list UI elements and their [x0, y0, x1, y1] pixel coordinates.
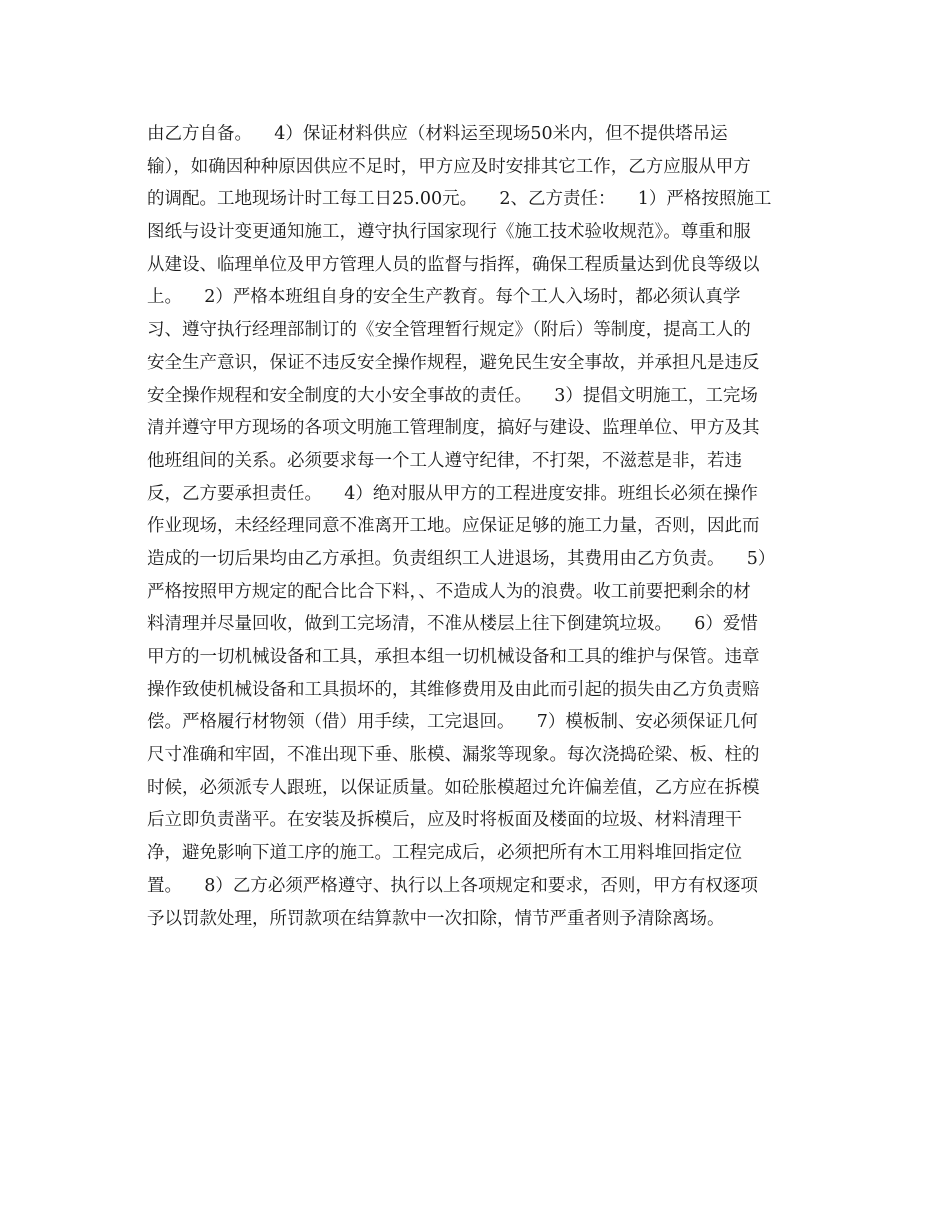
contract-body-text: [147, 118, 817, 935]
text-line: 严格按照甲方规定的配合比合下料，、不造成人为的浪费。收工前要把剩余的材: [147, 581, 751, 602]
text-line: 净，避免影响下道工序的施工。工程完成后，必须把所有木工用料堆回指定位: [147, 843, 742, 864]
text-line: 置。 8）乙方必须严格遵守、执行以上各项规定和要求，否则，甲方有权逐项: [147, 875, 758, 896]
text-line: 后立即负责凿平。在安装及拆模后，应及时将板面及楼面的垃圾、材料清理干: [147, 810, 742, 831]
text-line: 输），如确因种种原因供应不足时，甲方应及时安排其它工作，乙方应服从甲方: [147, 156, 751, 177]
text-line: 作业现场，未经经理同意不准离开工地。应保证足够的施工力量，否则，因此而: [147, 516, 760, 537]
text-line: 安全操作规程和安全制度的大小安全事故的责任。 3）提倡文明施工，工完场: [147, 385, 758, 406]
text-line: 料清理并尽量回收，做到工完场清，不准从楼层上往下倒建筑垃圾。 6）爱惜: [147, 614, 758, 635]
text-line: 由乙方自备。 4）保证材料供应（材料运至现场50米内，但不提供塔吊运: [147, 124, 728, 144]
text-line: 尺寸准确和牢固，不准出现下垂、胀模、漏浆等现象。每次浇捣砼梁、板、柱的: [147, 745, 760, 766]
text-line: 安全生产意识，保证不违反安全操作规程，避免民生安全事故，并承担凡是违反: [147, 352, 760, 373]
text-line: 操作致使机械设备和工具损坏的，其维修费用及由此而引起的损失由乙方负责赔: [147, 679, 760, 700]
text-line: 习、遵守执行经理部制订的《安全管理暂行规定》（附后）等制度，提高工人的: [147, 320, 751, 341]
text-line: 他班组间的关系。必须要求每一个工人遵守纪律，不打架，不滋惹是非，若违: [147, 450, 742, 471]
text-line: 甲方的一切机械设备和工具，承担本组一切机械设备和工具的维护与保管。违章: [147, 647, 760, 667]
text-line: 偿。严格履行材物领（借）用手续，工完退回。 7）模板制、安必须保证几何: [147, 712, 758, 733]
text-line: 图纸与设计变更通知施工，遵守执行国家现行《施工技术验收规范》。尊重和服: [147, 222, 751, 243]
text-line: 清并遵守甲方现场的各项文明施工管理制度，搞好与建设、监理单位、甲方及其: [147, 418, 760, 439]
text-line: 时候，必须派专人跟班，以保证质量。如砼胀模超过允许偏差值，乙方应在拆模: [147, 777, 760, 798]
text-line: 予以罚款处理，所罚款项在结算款中一次扣除，情节严重者则予清除离场。: [147, 908, 725, 929]
text-line: 从建设、临理单位及甲方管理人员的监督与指挥，确保工程质量达到优良等级以: [147, 254, 760, 275]
text-line: 造成的一切后果均由乙方承担。负责组织工人进退场，其费用由乙方负责。 5）: [147, 548, 776, 569]
text-line: 上。 2）严格本班组自身的安全生产教育。每个工人入场时，都必须认真学: [147, 287, 741, 308]
text-line: 反，乙方要承担责任。 4）绝对服从甲方的工程进度安排。班组长必须在操作: [147, 483, 758, 504]
text-line: 的调配。工地现场计时工每工日25.00元。 2、乙方责任： 1）严格按照施工: [147, 189, 772, 210]
